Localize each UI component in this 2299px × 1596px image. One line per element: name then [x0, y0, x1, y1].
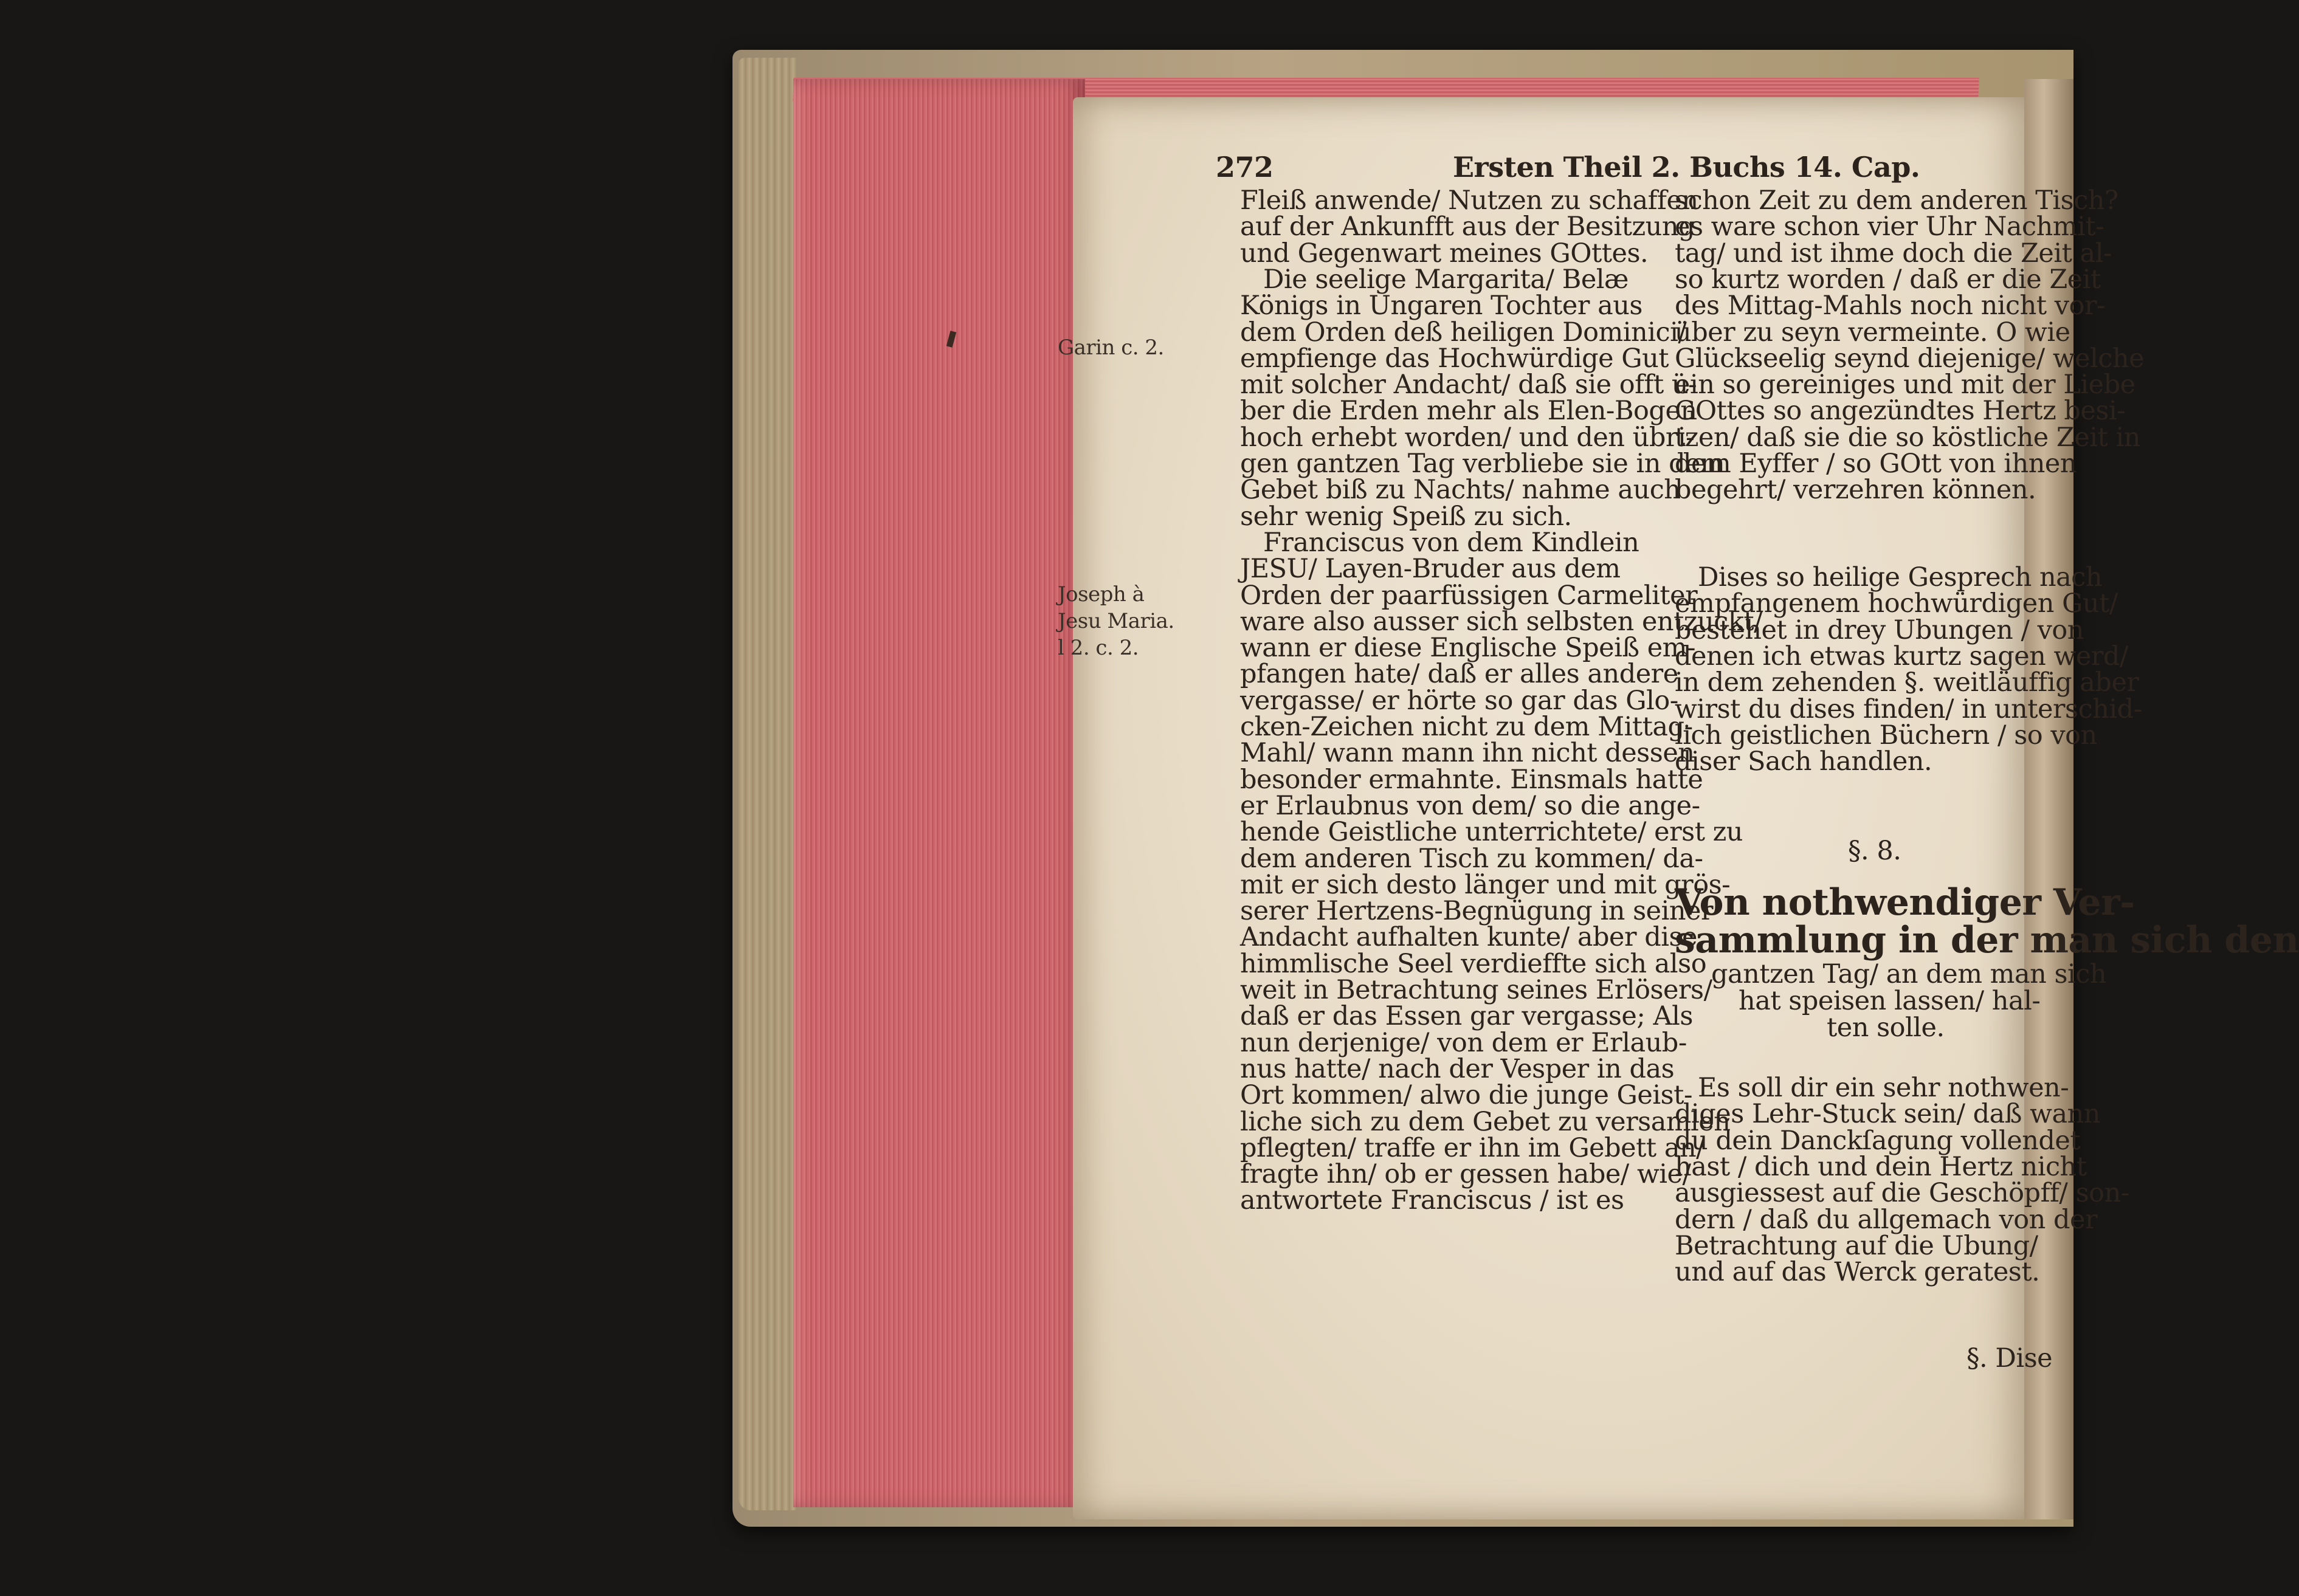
text-line: Andacht aufhalten kunte/ aber dise: [1240, 922, 1698, 953]
text-line: ber die Erden mehr als Elen-Bogen: [1240, 396, 1697, 427]
text-line: cken-Zeichen nicht zu dem Mittag-: [1240, 712, 1693, 742]
margin-note: l 2. c. 2.: [1058, 636, 1139, 660]
text-line: JESU/ Layen-Bruder aus dem: [1240, 554, 1621, 585]
text-line: Die seelige Margarita/ Belæ: [1263, 264, 1629, 295]
text-line: du dein Danckſagung vollendet: [1675, 1125, 2081, 1156]
text-line: so kurtz worden / daß er die Zeit: [1675, 264, 2101, 295]
text-line: dern / daß du allgemach von der: [1675, 1204, 2098, 1235]
text-line: bestehet in drey Ubungen / von: [1675, 614, 2084, 645]
book-spine-edge: [739, 58, 796, 1510]
text-line: und auf das Werck geratest.: [1675, 1257, 2040, 1288]
text-line: ein so gereiniges und mit der Liebe: [1675, 370, 2135, 401]
text-line: es ware schon vier Uhr Nachmit-: [1675, 212, 2104, 242]
text-line: Betrachtung auf die Ubung/: [1675, 1230, 2038, 1261]
text-line: Gebet biß zu Nachts/ nahme auch: [1240, 475, 1681, 506]
text-line: serer Hertzens-Begnügung in seiner: [1240, 896, 1714, 927]
text-line: auf der Ankunfft aus der Besitzung: [1240, 212, 1695, 242]
text-line: über zu seyn vermeinte. O wie: [1675, 317, 2070, 348]
text-line: dem Orden deß heiligen Dominici/: [1240, 317, 1687, 348]
page-number: 272: [1216, 151, 1274, 184]
text-line: schon Zeit zu dem anderen Tisch?: [1675, 185, 2118, 216]
text-line: Dises so heilige Gesprech nach: [1698, 562, 2103, 593]
margin-note: Joseph à: [1058, 582, 1145, 607]
text-line: antwortete Franciscus / ist es: [1240, 1185, 1624, 1216]
text-line: dem anderen Tisch zu kommen/ da-: [1240, 843, 1703, 874]
margin-note: Garin c. 2.: [1058, 335, 1164, 360]
text-line: hoch erhebt worden/ und den übri-: [1240, 422, 1695, 453]
text-line: Mahl/ wann mann ihn nicht dessen: [1240, 738, 1695, 769]
text-line: des Mittag-Mahls noch nicht vor-: [1675, 291, 2106, 322]
text-line: Ort kommen/ alwo die junge Geist-: [1240, 1080, 1692, 1111]
text-line: himmlische Seel verdieffte sich also: [1240, 948, 1707, 979]
text-line: empfangenem hochwürdigen Gut/: [1675, 588, 2118, 619]
text-line: Fleiß anwende/ Nutzen zu schaffen: [1240, 185, 1698, 216]
text-line: Franciscus von dem Kindlein: [1263, 527, 1639, 558]
text-line: Von nothwendiger Ver-: [1675, 881, 2135, 924]
text-line: Königs in Ungaren Tochter aus: [1240, 291, 1642, 322]
text-line: tag/ und ist ihme doch die Zeit al-: [1675, 238, 2112, 269]
section-mark: §. 8.: [1848, 836, 1901, 866]
text-line: nun derjenige/ von dem er Erlaub-: [1240, 1027, 1687, 1058]
text-line: gantzen Tag/ an dem man sich: [1711, 959, 2107, 989]
text-line: hat speisen lassen/ hal-: [1739, 986, 2041, 1016]
running-head: Ersten Theil 2. Buchs 14. Cap.: [1453, 151, 1920, 184]
text-line: ten solle.: [1827, 1013, 1945, 1043]
text-line: gen gantzen Tag verbliebe sie in dem: [1240, 449, 1725, 479]
text-line: fragte ihn/ ob er gessen habe/ wie/: [1240, 1159, 1691, 1190]
text-line: dem Eyffer / so GOtt von ihnen: [1675, 449, 2077, 479]
text-line: ausgiessest auf die Geschöpff/ son-: [1675, 1178, 2129, 1209]
text-line: hast / dich und dein Hertz nicht: [1675, 1151, 2087, 1182]
text-line: mit er sich desto länger und mit grös-: [1240, 869, 1731, 900]
text-line: tzen/ daß sie die so köstliche Zeit in: [1675, 422, 2140, 453]
text-line: diser Sach handlen.: [1675, 746, 1932, 777]
text-line: ware also ausser sich selbsten entzuckt/: [1240, 606, 1763, 637]
text-line: liche sich zu dem Gebet zu versamlen: [1240, 1106, 1731, 1137]
text-line: begehrt/ verzehren können.: [1675, 475, 2036, 506]
text-line: Glückseelig seynd diejenige/ welche: [1675, 343, 2145, 374]
text-line: wann er diese Englische Speiß em-: [1240, 633, 1695, 664]
text-line: besonder ermahnte. Einsmals hatte: [1240, 764, 1703, 795]
text-line: Es soll dir ein sehr nothwen-: [1698, 1073, 2069, 1103]
text-line: mit solcher Andacht/ daß sie offt ü-: [1240, 370, 1697, 401]
text-line: nus hatte/ nach der Vesper in das: [1240, 1053, 1675, 1084]
text-line: empfienge das Hochwürdige Gut: [1240, 343, 1669, 374]
text-line: pfangen hate/ daß er alles andere: [1240, 659, 1678, 690]
text-line: und Gegenwart meines GOttes.: [1240, 238, 1649, 269]
text-line: GOttes so angezündtes Hertz besi-: [1675, 396, 2126, 427]
text-line: hende Geistliche unterrichtete/ erst zu: [1240, 817, 1743, 848]
text-line: er Erlaubnus von dem/ so die ange-: [1240, 790, 1700, 821]
text-line: in dem zehenden §. weitläuffig aber: [1675, 667, 2139, 698]
text-line: lich geistlichen Büchern / so von: [1675, 720, 2097, 751]
text-line: sehr wenig Speiß zu sich.: [1240, 501, 1572, 532]
red-page-edges: [793, 79, 1085, 1507]
text-line: daß er das Essen gar vergasse; Als: [1240, 1001, 1693, 1032]
text-line: weit in Betrachtung seines Erlösers/: [1240, 975, 1712, 1005]
text-line: pflegten/ traffe er ihn im Gebett an/: [1240, 1132, 1705, 1163]
margin-note: Jesu Maria.: [1058, 609, 1174, 633]
text-line: sammlung in der man sich den: [1675, 919, 2299, 961]
catchword: §. Dise: [1966, 1343, 2053, 1374]
text-line: diges Lehr-Stuck sein/ daß wann: [1675, 1099, 2101, 1130]
text-line: vergasse/ er hörte so gar das Glo-: [1240, 685, 1678, 716]
text-line: Orden der paarfüssigen Carmeliter: [1240, 580, 1698, 611]
text-line: denen ich etwas kurtz sagen werd/: [1675, 641, 2128, 672]
text-line: wirst du dises finden/ in unterschid-: [1675, 693, 2142, 724]
